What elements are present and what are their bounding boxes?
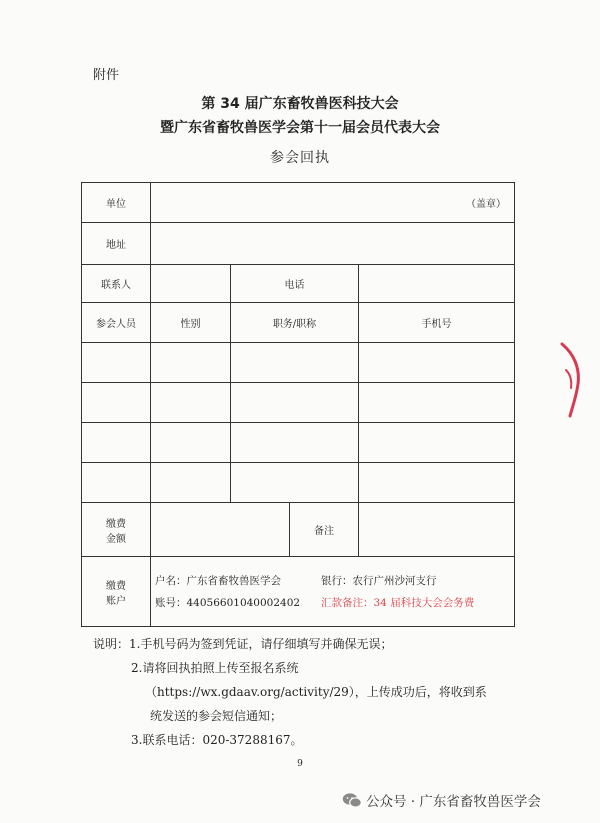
attendee-title-cell[interactable] — [231, 383, 359, 423]
account-name: 户名：广东省畜牧兽医学会 — [155, 574, 281, 587]
note-line-1: 说明：1.手机号码为签到凭证，请仔细填写并确保无误； — [93, 637, 393, 651]
page-number: 9 — [297, 759, 303, 769]
attendee-mobile-cell[interactable] — [359, 343, 515, 383]
attendee-label: 参会人员 — [82, 303, 151, 343]
attendee-row — [82, 343, 515, 383]
title-label: 职务/职称 — [231, 303, 359, 343]
footer-watermark — [342, 790, 541, 810]
bank-name: 银行：农行广州沙河支行 — [321, 574, 437, 587]
attendee-title-cell[interactable] — [231, 423, 359, 463]
contact-label: 联系人 — [82, 265, 151, 303]
document-title-line1: 第 34 届广东畜牧兽医科技大会 — [201, 96, 399, 112]
attendee-name-cell[interactable] — [82, 383, 151, 423]
attendee-mobile-cell[interactable] — [359, 463, 515, 503]
attendee-gender-cell[interactable] — [151, 343, 231, 383]
attendee-name-cell[interactable] — [82, 423, 151, 463]
note-line-5: 3.联系电话：020-37288167。 — [131, 733, 303, 747]
phone-label: 电话 — [231, 265, 359, 303]
mobile-label: 手机号 — [359, 303, 515, 343]
seal-note: （盖章） — [466, 199, 506, 210]
row-unit — [82, 183, 515, 223]
fee-amount-label — [82, 503, 151, 557]
attendee-title-cell[interactable] — [231, 463, 359, 503]
gender-label: 性别 — [151, 303, 231, 343]
attendee-gender-cell[interactable] — [151, 463, 231, 503]
note-line-4: 统发送的参会短信通知； — [150, 709, 283, 723]
unit-field[interactable] — [151, 183, 515, 223]
row-attendee-header — [82, 303, 515, 343]
wechat-icon — [342, 793, 362, 808]
account-label-line1: 缴费 — [106, 580, 126, 592]
account-number: 账号：44056601040002402 — [155, 596, 301, 609]
phone-field[interactable] — [359, 265, 515, 303]
note-line-3: （https://wx.gdaav.org/activity/29），上传成功后，将收到系 — [145, 685, 487, 699]
contact-field[interactable] — [151, 265, 231, 303]
attendee-mobile-cell[interactable] — [359, 383, 515, 423]
fee-label-line1: 缴费 — [106, 518, 126, 530]
remark-field[interactable] — [359, 503, 515, 557]
transfer-note: 汇款备注：34 届科技大会会务费 — [321, 596, 475, 609]
account-label-line2: 账户 — [106, 595, 126, 607]
document-title-line2: 暨广东省畜牧兽医学会第十一届会员代表大会 — [160, 120, 440, 136]
address-label: 地址 — [82, 223, 151, 265]
document-subtitle: 参会回执 — [270, 150, 330, 166]
row-account — [82, 557, 515, 627]
registration-form-table — [81, 182, 515, 627]
account-label — [82, 557, 151, 627]
attendee-gender-cell[interactable] — [151, 423, 231, 463]
fee-amount-field[interactable] — [151, 503, 290, 557]
attendee-row — [82, 463, 515, 503]
attendee-title-cell[interactable] — [231, 343, 359, 383]
row-contact — [82, 265, 515, 303]
attendee-row — [82, 383, 515, 423]
unit-label: 单位 — [82, 183, 151, 223]
footer-text: 公众号 · 广东省畜牧兽医学会 — [366, 794, 541, 810]
row-address — [82, 223, 515, 265]
remark-label: 备注 — [290, 503, 359, 557]
attachment-label: 附件 — [93, 68, 120, 83]
fee-label-line2: 金额 — [106, 533, 126, 545]
account-info — [151, 557, 515, 627]
row-fee — [82, 503, 515, 557]
attendee-name-cell[interactable] — [82, 463, 151, 503]
attendee-name-cell[interactable] — [82, 343, 151, 383]
red-stamp-mark — [548, 340, 584, 420]
note-line-2: 2.请将回执拍照上传至报名系统 — [131, 661, 299, 675]
attendee-row — [82, 423, 515, 463]
address-field[interactable] — [151, 223, 515, 265]
attendee-mobile-cell[interactable] — [359, 423, 515, 463]
attendee-gender-cell[interactable] — [151, 383, 231, 423]
